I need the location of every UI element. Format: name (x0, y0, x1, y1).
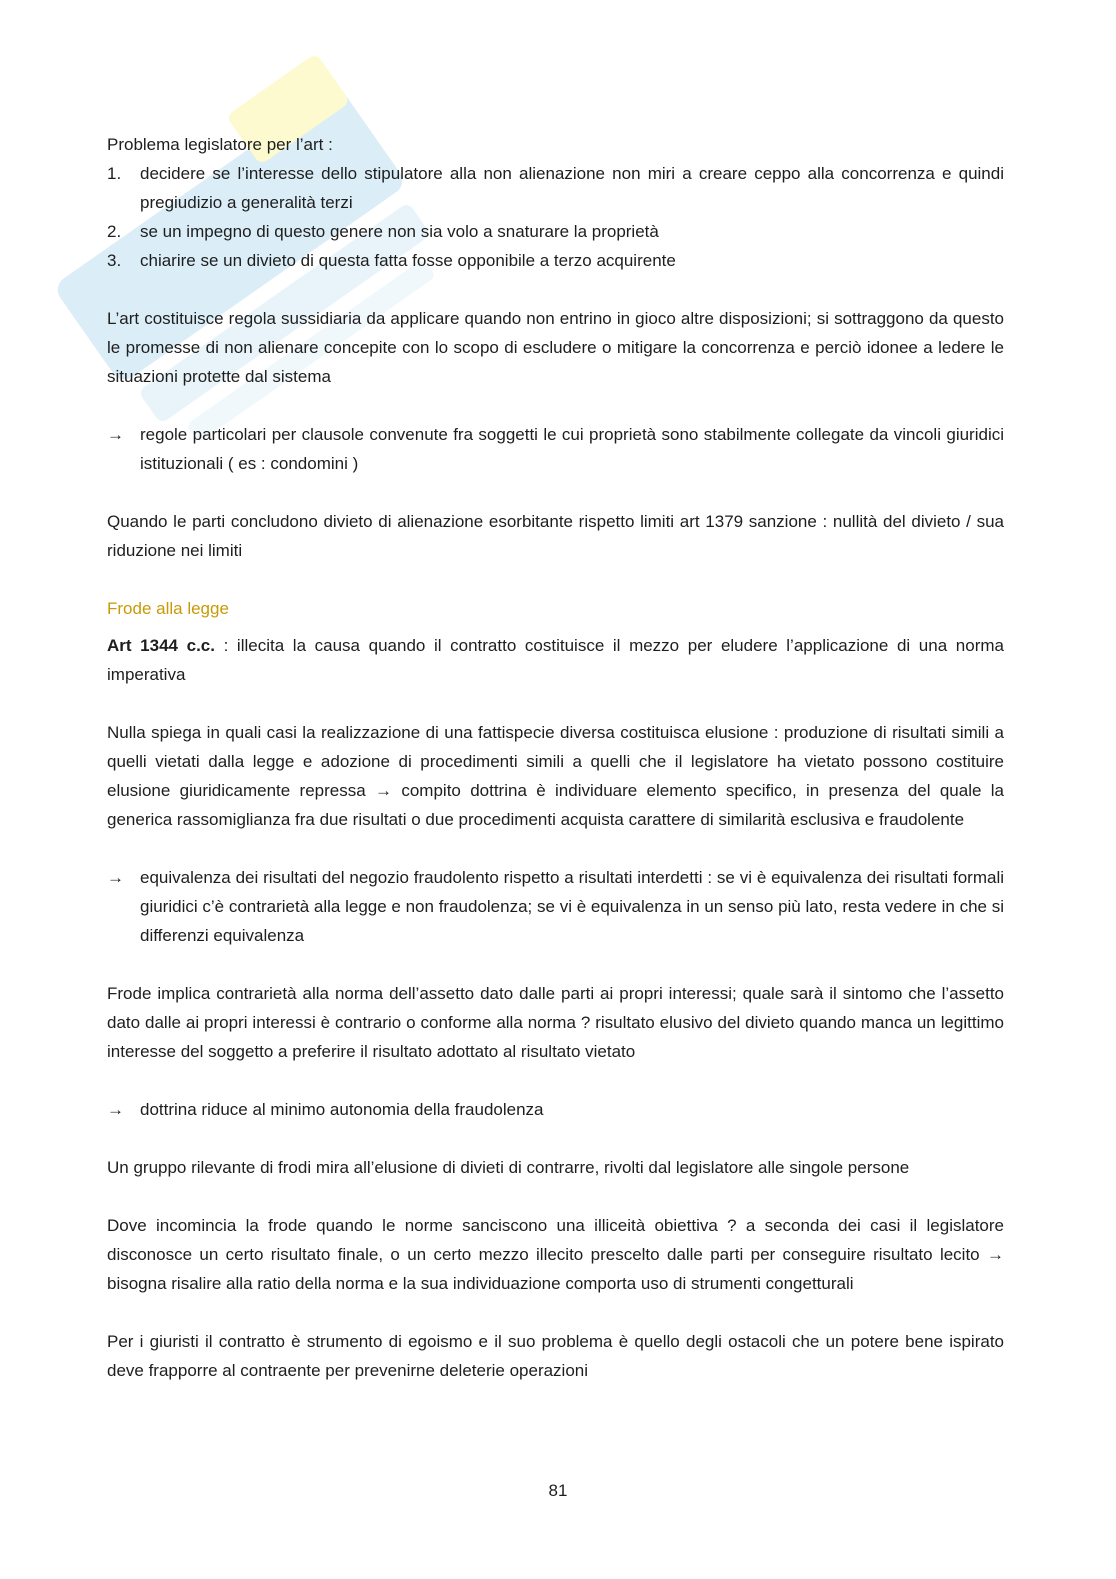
arrow-icon: → (375, 781, 393, 800)
page-number: 81 (548, 1481, 568, 1500)
arrow-bullet (107, 863, 1004, 950)
bullet-text: equivalenza dei risultati del negozio fraudolento rispetto a risultati interdetti : se vi è equivalenza dei risultati formali giuridici c’è contrarietà alla legge e non fraudolenza; se vi è equivalenza in un senso più lato, resta vedere in che si differenzi equivalenza (140, 868, 1004, 945)
intro-line: Problema legislatore per l’art : (107, 135, 333, 154)
arrow-icon: → (107, 868, 124, 887)
paragraph: Un gruppo rilevante di frodi mira all’elusione di divieti di contrarre, rivolti dal legislatore alle singole persone (107, 1158, 910, 1177)
arrow-icon: → (987, 1245, 1004, 1264)
list-text: chiarire se un divieto di questa fatta fosse opponibile a terzo acquirente (140, 251, 676, 270)
page-content (107, 130, 1004, 1385)
paragraph: L’art costituisce regola sussidiaria da applicare quando non entrino in gioco altre disposizioni; si sottraggono da questo le promesse di non alienare concepite con lo scopo di escludere o mitigare la concorrenza e perciò idonee a ledere le situazioni protette dal sistema (107, 309, 1004, 386)
arrow-icon: → (107, 425, 124, 444)
bullet-text: regole particolari per clausole convenute fra soggetti le cui proprietà sono stabilmente collegate da vincoli giuridici istituzionali ( es : condomini ) (140, 425, 1004, 473)
paragraph (107, 718, 1004, 834)
list-number: 2. (107, 222, 122, 241)
list-item (107, 159, 1004, 217)
list-text: se un impegno di questo genere non sia volo a snaturare la proprietà (140, 222, 659, 241)
list-number: 1. (107, 164, 122, 183)
paragraph: Per i giuristi il contratto è strumento di egoismo e il suo problema è quello degli ostacoli che un potere bene ispirato deve frapporre al contraente per prevenirne deleterie operazioni (107, 1332, 1004, 1380)
bullet-text: dottrina riduce al minimo autonomia della fraudolenza (140, 1100, 544, 1119)
paragraph (107, 631, 1004, 689)
numbered-list (107, 159, 1004, 275)
paragraph-text: bisogna risalire alla ratio della norma e la sua individuazione comporta uso di strumenti congetturali (107, 1274, 854, 1293)
section-heading: Frode alla legge (107, 599, 229, 618)
arrow-bullet (107, 420, 1004, 478)
paragraph-text: compito dottrina è individuare elemento specifico, in presenza del quale la generica rassomiglianza fra due risultati o due procedimenti acquista carattere di similarità esclusiva e fraudolente (107, 781, 1004, 829)
arrow-bullet (107, 1095, 1004, 1124)
list-number: 3. (107, 251, 122, 270)
paragraph: Quando le parti concludono divieto di alienazione esorbitante rispetto limiti art 1379 sanzione : nullità del divieto / sua riduzione nei limiti (107, 512, 1004, 560)
article-text: : illecita la causa quando il contratto costituisce il mezzo per eludere l’applicazione di una norma imperativa (107, 636, 1004, 684)
paragraph: Frode implica contrarietà alla norma dell’assetto dato dalle parti ai propri interessi; quale sarà il sintomo che l’assetto dato dalle ai propri interessi è contrario o conforme alla norma ? risultato elusivo del divieto quando manca un legittimo interesse del soggetto a preferire il risultato adottato al risultato vietato (107, 984, 1004, 1061)
list-item (107, 246, 1004, 275)
paragraph-text: Nulla spiega in quali casi la realizzazione di una fattispecie diversa costituisca elusione : produzione di risultati simili a quelli vietati dalla legge e adozione di procedimenti simili a quelli che il legislatore ha vietato possono costituire elusione giuridicamente repressa (107, 723, 1004, 800)
paragraph (107, 1211, 1004, 1298)
arrow-icon: → (107, 1100, 124, 1119)
list-item (107, 217, 1004, 246)
list-text: decidere se l’interesse dello stipulatore alla non alienazione non miri a creare ceppo alla concorrenza e quindi pregiudizio a generalità terzi (140, 164, 1004, 212)
paragraph-text: Dove incomincia la frode quando le norme sanciscono una illiceità obiettiva ? a seconda dei casi il legislatore disconosce un certo risultato finale, o un certo mezzo illecito prescelto dalle parti per conseguire risultato lecito (107, 1216, 1004, 1264)
article-reference: Art 1344 c.c. (107, 636, 215, 655)
